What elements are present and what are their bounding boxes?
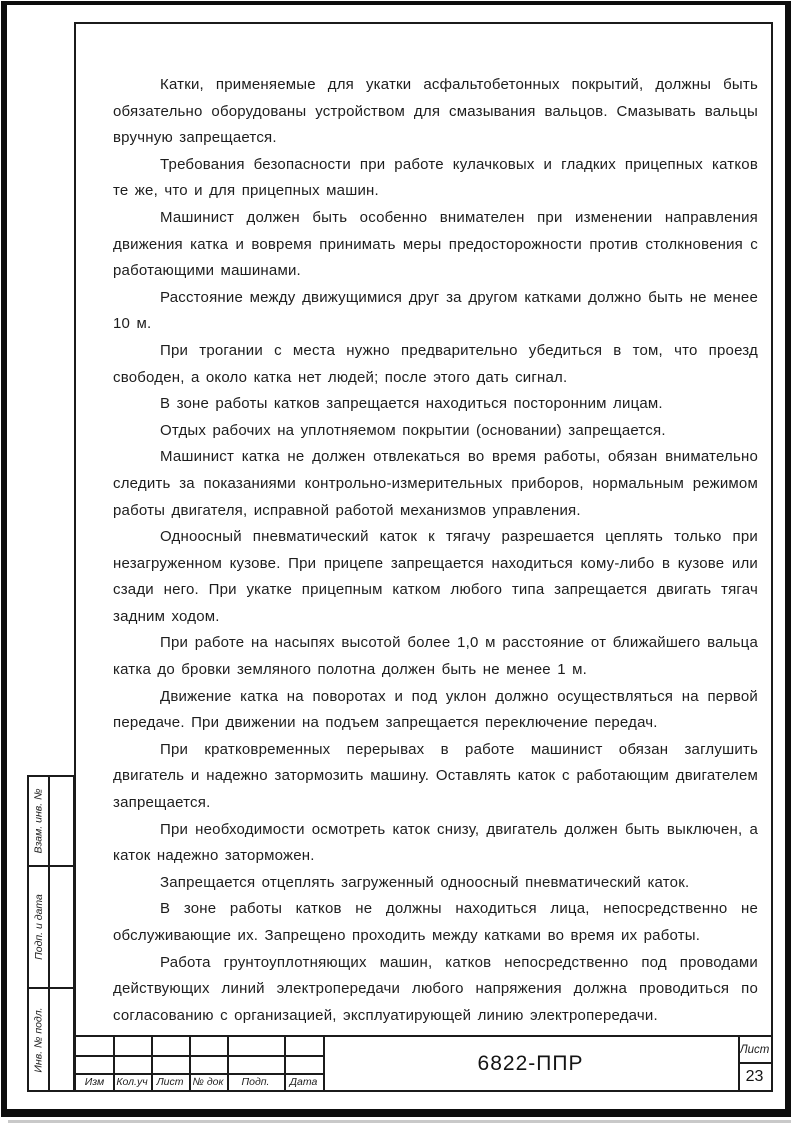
tb-col-data: Дата (289, 1076, 318, 1088)
paragraph: Запрещается отцеплять загруженный одноосный пневматический каток. (160, 873, 690, 891)
paragraph: При необходимости осмотреть каток снизу, двигатель должен быть выключен, а каток надежно заторможен. (113, 820, 758, 865)
paragraph: Катки, применяемые для укатки асфальтобетонных покрытий, должны быть обязательно оборудованы устройством для смазывания вальцов. Смазывать вальцы вручную запрещается. (113, 76, 758, 147)
paragraph: Одноосный пневматический каток к тягачу разрешается цеплять только при незагруженном кузове. При прицепе запрещается находиться кому-либо в кузове или сзади него. При укатке прицепным катком любого типа запрещается двигать тягач задним ходом. (113, 528, 758, 625)
paragraph: Движение катка на поворотах и под уклон должно осуществляться на первой передаче. При движении на подъем запрещается переключение передач. (113, 687, 758, 732)
tb-col-ndok: № док (192, 1076, 224, 1088)
side-attribute-strip (27, 775, 75, 1092)
tb-col-list: Лист (156, 1076, 184, 1088)
divider (48, 777, 50, 1090)
sheet-number: 23 (745, 1068, 764, 1085)
paragraph: Расстояние между движущимися друг за другом катками должно быть не менее 10 м. (113, 288, 758, 333)
title-block (74, 1035, 773, 1092)
paragraph: Требования безопасности при работе кулачковых и гладких прицепных катков те же, что и для прицепных машин. (113, 155, 758, 200)
paragraph: При кратковременных перерывах в работе машинист обязан заглушить двигатель и надежно затормозить машину. Оставлять каток с работающим двигателем запрещается. (113, 740, 758, 812)
paragraph: Работа грунтоуплотняющих машин, катков непосредственно под проводами действующих линий электропередачи любого напряжения должна проводиться по согласованию с организацией, эксплуатирующей линию электропередачи. (113, 953, 758, 1024)
paragraph: При работе на насыпях высотой более 1,0 м расстояние от ближайшего вальца катка до бровки земляного полотна должен быть не менее 1 м. (113, 634, 758, 679)
document-text (113, 72, 758, 1029)
tb-col-koluch: Кол.уч (116, 1076, 148, 1088)
side-label: Подп. и дата (32, 894, 45, 960)
side-cell-vzam-inv (29, 777, 48, 865)
paragraph: Машинист катка не должен отвлекаться во время работы, обязан внимательно следить за показаниями контрольно-измерительных приборов, нормальным режимом работы двигателя, исправной работой механизмов управления. (113, 448, 758, 519)
paragraph: В зоне работы катков не должны находиться лица, непосредственно не обслуживающие их. Запрещено проходить между катками во время их работы. (113, 900, 758, 944)
paragraph: Машинист должен быть особенно внимателен при изменении направления движения катка и вовремя принимать меры предосторожности против столкновения с работающими машинами. (113, 208, 758, 280)
side-label: Взам. инв. № (32, 788, 45, 854)
tb-col-izm: Изм (84, 1076, 105, 1088)
side-cell-inv-podl (29, 989, 48, 1090)
paragraph: При трогании с места нужно предварительно убедиться в том, что проезд свободен, а около катка нет людей; после этого дать сигнал. (113, 341, 758, 386)
document-number: 6822-ППР (477, 1051, 584, 1075)
side-label: Инв. № подл. (32, 1006, 45, 1073)
divider (76, 1055, 325, 1057)
paragraph: В зоне работы катков запрещается находиться посторонним лицам. (160, 395, 663, 413)
side-cell-podp-data (29, 867, 48, 987)
tb-col-podp: Подп. (241, 1076, 270, 1088)
sheet-label: Лист (739, 1043, 770, 1056)
paragraph: Отдых рабочих на уплотняемом покрытии (основании) запрещается. (160, 421, 666, 439)
